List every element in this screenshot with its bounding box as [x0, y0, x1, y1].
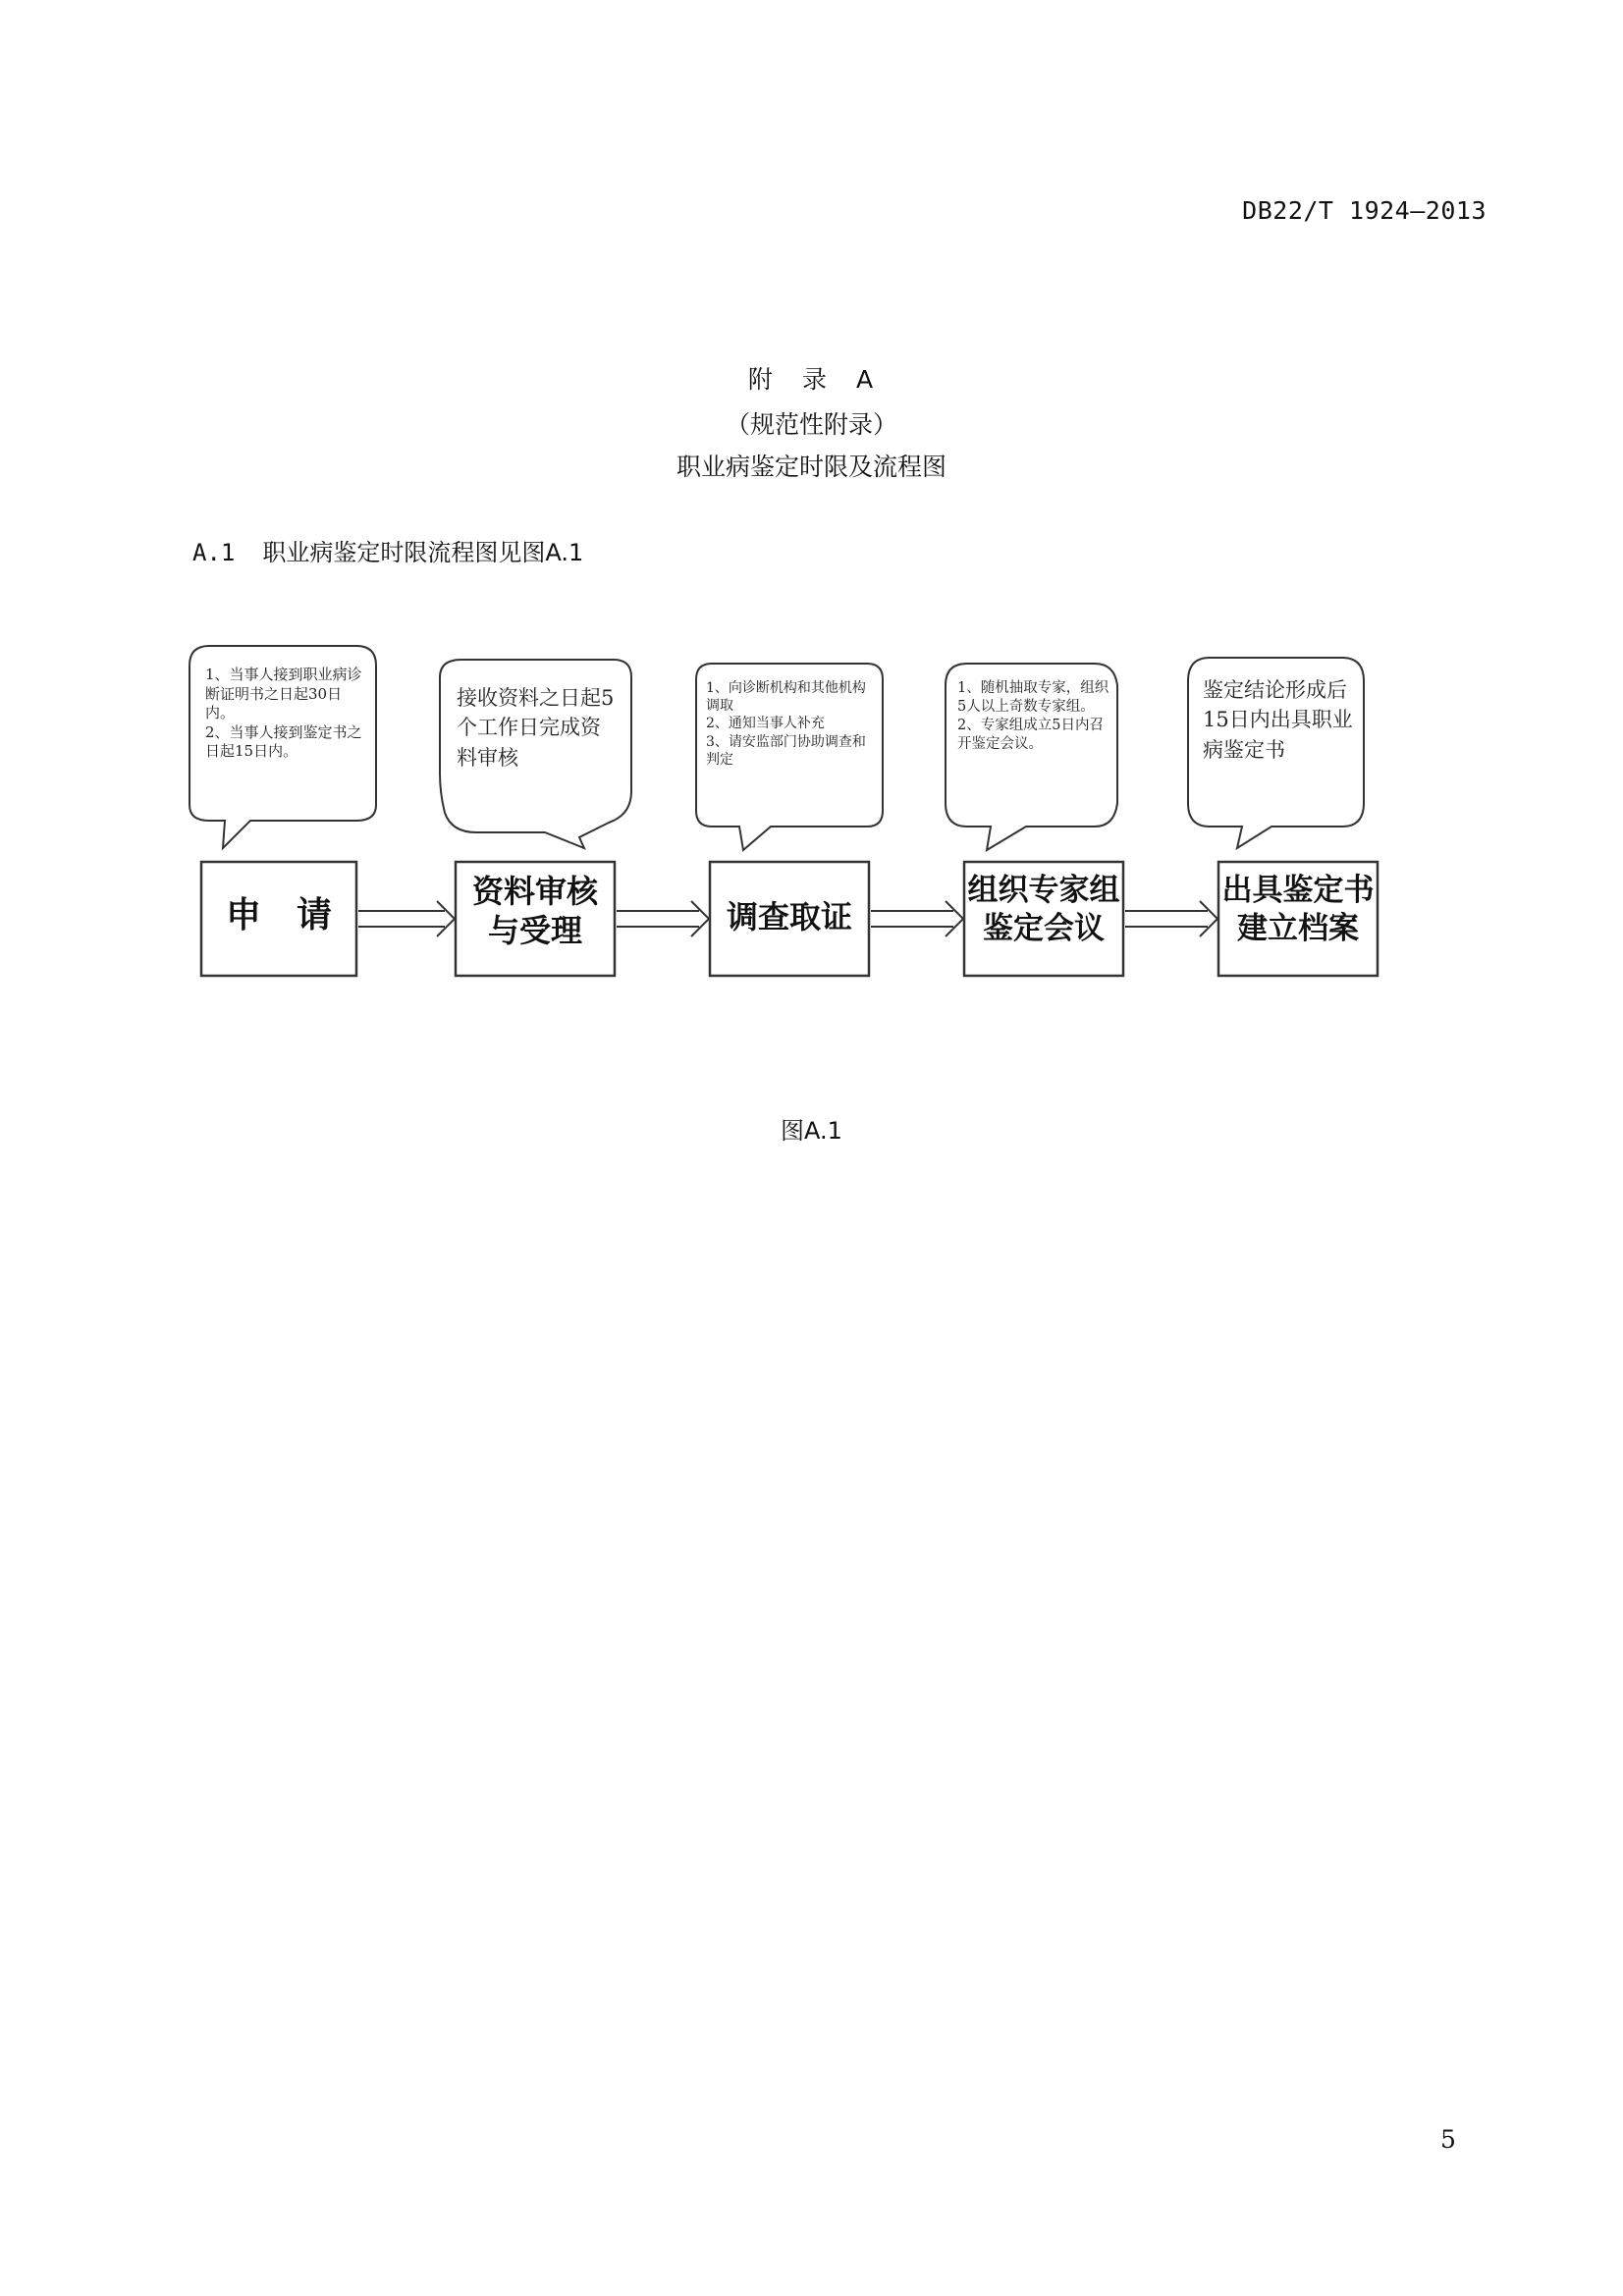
- step-label-line: 申 请: [225, 894, 332, 935]
- step-label: [964, 872, 1123, 948]
- step-label: [1218, 872, 1378, 948]
- appendix-type: （规范性附录）: [725, 410, 897, 439]
- section-number: A.1: [192, 539, 236, 566]
- section-text: 职业病鉴定时限流程图见图A.1: [262, 539, 584, 566]
- appendix-label-part: 录: [801, 365, 829, 394]
- flow-arrow: [617, 901, 709, 936]
- step-label: [710, 897, 869, 936]
- note-text: 1、当事人接到职业病诊断证明书之日起30日内。 2、当事人接到鉴定书之日起15日内。: [205, 666, 362, 760]
- figure-caption: 图A.1: [781, 1117, 842, 1145]
- flow-arrow: [358, 901, 455, 936]
- step-label: [456, 872, 615, 950]
- note-text: 1、随机抽取专家，组织5人以上奇数专家组。 2、专家组成立5日内召开鉴定会议。: [957, 680, 1109, 752]
- note-text: 鉴定结论形成后15日内出具职业病鉴定书: [1203, 678, 1353, 762]
- step-label-line: 建立档案: [1237, 910, 1359, 946]
- step-label-line: 调查取证: [726, 898, 852, 935]
- page-number: 5: [1440, 2125, 1456, 2154]
- flow-arrow: [871, 901, 963, 936]
- step-label: [201, 893, 356, 937]
- standard-code: DB22/T 1924—2013: [1242, 196, 1487, 225]
- appendix-title: 职业病鉴定时限及流程图: [676, 453, 947, 481]
- flowchart: [182, 636, 1453, 1009]
- step-label-line: 组织专家组: [967, 873, 1120, 908]
- appendix-label-part: A: [855, 365, 876, 394]
- step-label-line: 与受理: [487, 912, 582, 949]
- note-text: 接收资料之日起5个工作日完成资料审核: [457, 686, 615, 770]
- flow-arrow: [1125, 901, 1217, 936]
- note-text: 1、向诊断机构和其他机构调取 2、通知当事人补充 3、请安监部门协助调查和判定: [706, 680, 866, 768]
- appendix-label: [0, 360, 1623, 396]
- appendix-label-part: 附: [747, 365, 775, 394]
- step-label-line: 鉴定会议: [983, 910, 1105, 946]
- section-heading: [192, 533, 583, 567]
- step-label-line: 资料审核: [471, 873, 598, 910]
- step-label-line: 出具鉴定书: [1221, 873, 1375, 908]
